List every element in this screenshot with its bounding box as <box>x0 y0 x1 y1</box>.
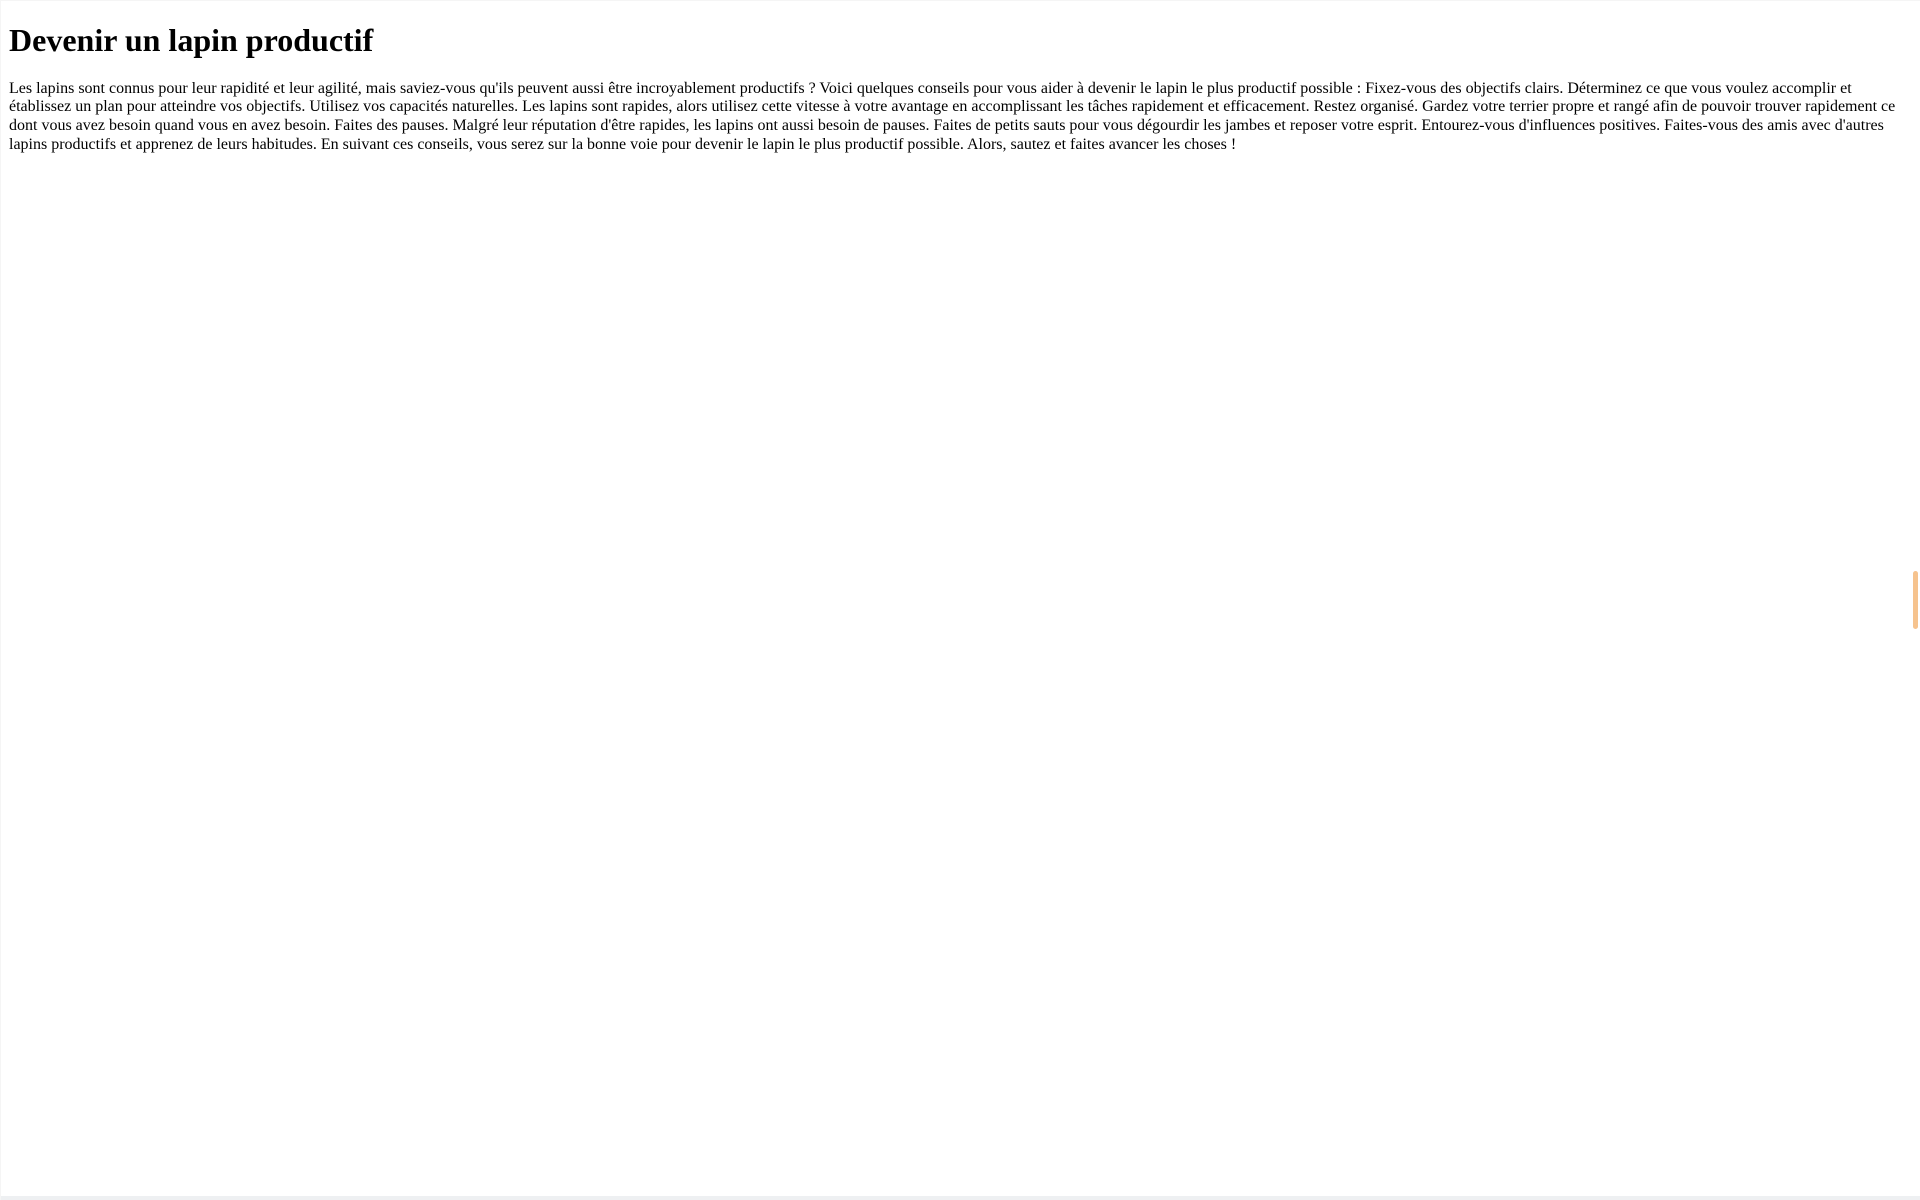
bottom-edge <box>1 1196 1920 1200</box>
page-title: Devenir un lapin productif <box>9 22 374 58</box>
article-body: Les lapins sont connus pour leur rapidité et leur agilité, mais saviez-vous qu'ils peuvent aussi être incroyablement productifs ? Voici quelques conseils pour vous aider à devenir le lapin le plus productif possible : Fixez-vous des objectifs clairs. Déterminez ce que vous voulez accomplir et établissez un plan pour atteindre vos objectifs. Utilisez vos capacités naturelles. Les lapins sont rapides, alors utilisez cette vitesse à votre avantage en accomplissant les tâches rapidement et efficacement. Restez organisé. Gardez votre terrier propre et rangé afin de pouvoir trouver rapidement ce dont vous avez besoin quand vous en avez besoin. Faites des pauses. Malgré leur réputation d'être rapides, les lapins ont aussi besoin de pauses. Faites de petits sauts pour vous dégourdir les jambes et reposer votre esprit. Entourez-vous d'influences positives. Faites-vous des amis avec d'autres lapins productifs et apprenez de leurs habitudes. En suivant ces conseils, vous serez sur la bonne voie pour devenir le lapin le plus productif possible. Alors, sautez et faites avancer les choses ! <box>9 79 1896 153</box>
article <box>9 22 1912 154</box>
scrollbar-thumb[interactable] <box>1913 571 1918 629</box>
